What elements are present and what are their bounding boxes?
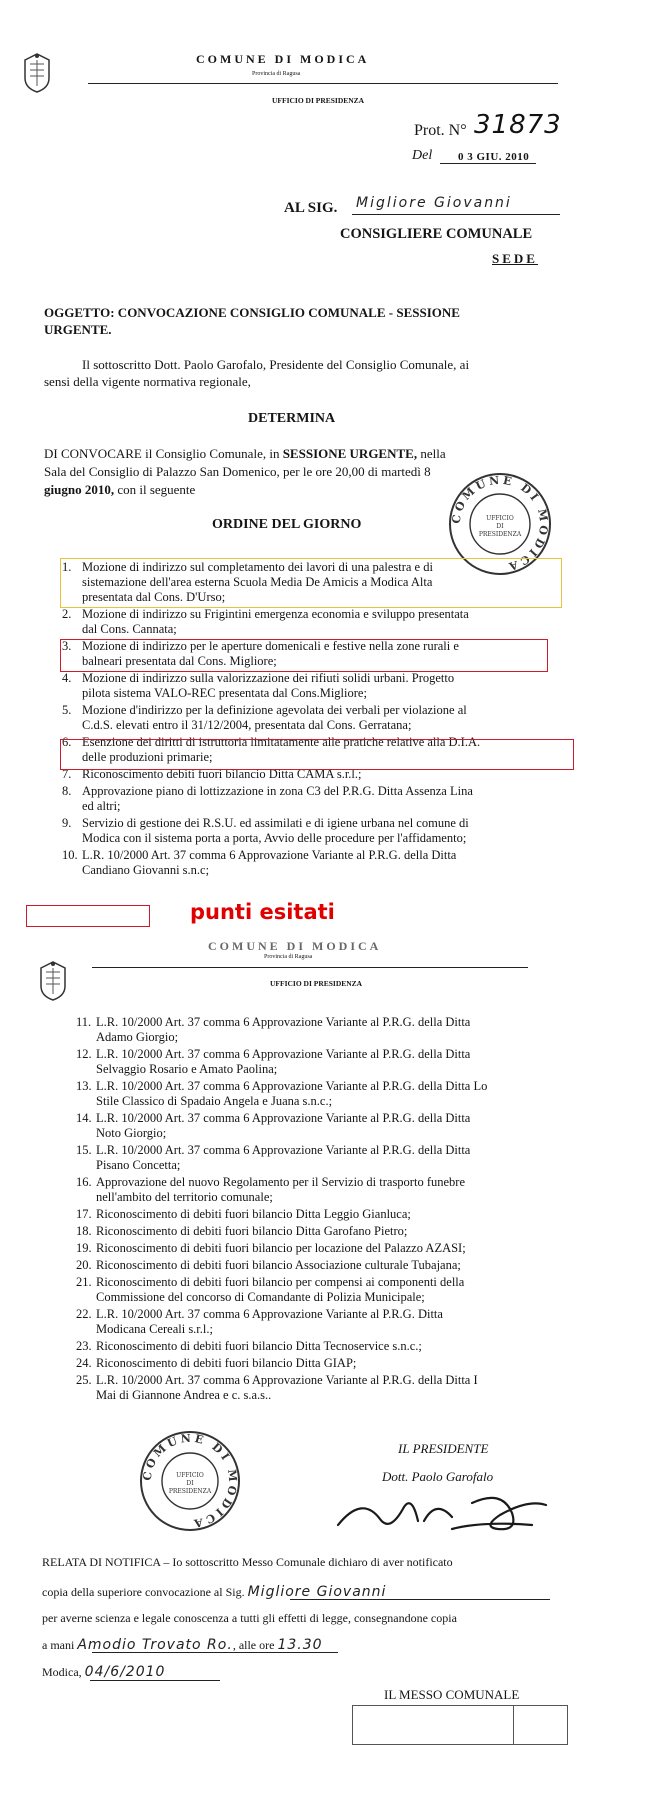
agenda-item-number: 22. bbox=[76, 1307, 92, 1321]
agenda-title: ORDINE DEL GIORNO bbox=[212, 517, 362, 532]
header-office: UFFICIO DI PRESIDENZA bbox=[272, 96, 365, 105]
agenda-item bbox=[76, 1143, 470, 1173]
agenda-item bbox=[76, 1241, 466, 1256]
agenda-item-text: L.R. 10/2000 Art. 37 comma 6 Approvazione Variante al P.R.G. della Ditta bbox=[82, 848, 457, 862]
subject-line-1: OGGETTO: CONVOCAZIONE CONSIGLIO COMUNALE - SESSIONE bbox=[44, 305, 460, 320]
protocol-date-label: Del bbox=[412, 148, 433, 163]
protocol-date-rule bbox=[440, 163, 536, 164]
agenda-item-text: L.R. 10/2000 Art. 37 comma 6 Approvazione Variante al P.R.G. della Ditta bbox=[96, 1015, 471, 1029]
addressee-label: AL SIG. bbox=[284, 200, 338, 216]
protocol-label: Prot. N° bbox=[414, 122, 467, 139]
highlight-box-item-1 bbox=[60, 558, 562, 608]
agenda-item-text-continued: sistemazione dell'area esterna Scuola Media De Amicis a Modica Alta bbox=[82, 575, 433, 589]
agenda-item-number: 14. bbox=[76, 1111, 92, 1125]
header-title-2: COMUNE DI MODICA bbox=[208, 939, 382, 953]
intro-line-1: Il sottoscritto Dott. Paolo Garofalo, Presidente del Consiglio Comunale, ai bbox=[82, 357, 470, 372]
agenda-item-text-continued: balneari presentata dal Cons. Migliore; bbox=[82, 654, 277, 668]
highlight-box-item-3 bbox=[60, 639, 548, 672]
agenda-item-text-continued: nell'ambito del territorio comunale; bbox=[96, 1190, 273, 1204]
agenda-item bbox=[62, 703, 467, 733]
agenda-item-text-continued: Mai di Giannone Andrea e c. s.a.s.. bbox=[96, 1388, 272, 1402]
agenda-item-text-continued: C.d.S. elevati entro il 31/12/2004, presentata dal Cons. Gerratana; bbox=[82, 718, 412, 732]
signature-name: Dott. Paolo Garofalo bbox=[382, 1469, 494, 1484]
agenda-item-number: 4. bbox=[62, 671, 72, 685]
agenda-item bbox=[76, 1111, 470, 1141]
agenda-item-number: 25. bbox=[76, 1373, 92, 1387]
agenda-item-text: L.R. 10/2000 Art. 37 comma 6 Approvazione Variante al P.R.G. della Ditta Lo bbox=[96, 1079, 488, 1093]
agenda-item bbox=[62, 784, 473, 814]
agenda-item-text: Mozione di indirizzo sulla valorizzazione dei rifiuti solidi urbani. Progetto bbox=[82, 671, 455, 685]
convoca-line-1: DI CONVOCARE il Consiglio Comunale, in SESSIONE URGENTE, nella bbox=[44, 446, 446, 461]
agenda-item bbox=[76, 1275, 464, 1305]
header-rule-2 bbox=[92, 967, 528, 968]
agenda-item bbox=[62, 816, 469, 846]
agenda-item-text: L.R. 10/2000 Art. 37 comma 6 Approvazione Variante al P.R.G. della Ditta bbox=[96, 1047, 471, 1061]
handwritten-signature bbox=[332, 1485, 562, 1541]
agenda-item-text: Riconoscimento di debiti fuori bilancio Ditta Leggio Gianluca; bbox=[96, 1207, 411, 1221]
agenda-item bbox=[76, 1258, 461, 1273]
legend-caption: punti esitati bbox=[190, 900, 335, 924]
agenda-item-text: Riconoscimento di debiti fuori bilancio Ditta Garofano Pietro; bbox=[96, 1224, 408, 1238]
agenda-item bbox=[76, 1373, 478, 1403]
convoca-line-2: Sala del Consiglio di Palazzo San Domenico, per le ore 20,00 di martedì 8 bbox=[44, 464, 431, 479]
relata-line-1: RELATA DI NOTIFICA – Io sottoscritto Messo Comunale dichiaro di aver notificato bbox=[42, 1555, 453, 1569]
header-province: Provincia di Ragusa bbox=[252, 71, 301, 77]
relata-recipient-handwritten: Migliore Giovanni bbox=[247, 1584, 387, 1600]
agenda-item-text: Approvazione del nuovo Regolamento per il Servizio di trasporto funebre bbox=[96, 1175, 465, 1189]
agenda-item-number: 6. bbox=[62, 735, 72, 749]
agenda-item-text-continued: pilota sistema VALO-REC presentata dal Cons.Migliore; bbox=[82, 686, 367, 700]
agenda-item-number: 20. bbox=[76, 1258, 92, 1272]
agenda-item bbox=[76, 1015, 470, 1045]
agenda-item-number: 2. bbox=[62, 607, 72, 621]
determina-heading: DETERMINA bbox=[248, 411, 336, 426]
agenda-item-number: 7. bbox=[62, 767, 72, 781]
messo-signature-box-divider bbox=[513, 1705, 514, 1745]
header-title: COMUNE DI MODICA bbox=[196, 52, 370, 66]
agenda-item-number: 21. bbox=[76, 1275, 92, 1289]
agenda-item-text: Servizio di gestione dei R.S.U. ed assimilati e di igiene urbana nel comune di bbox=[82, 816, 469, 830]
stamp-ring-text: COMUNE DI MODICA bbox=[449, 473, 551, 574]
protocol-date-value: 0 3 GIU. 2010 bbox=[458, 151, 530, 163]
agenda-item-text-continued: Modicana Cereali s.r.l.; bbox=[96, 1322, 213, 1336]
subject-line-2: URGENTE. bbox=[44, 322, 112, 337]
agenda-item-text: Riconoscimento di debiti fuori bilancio Ditta GIAP; bbox=[96, 1356, 357, 1370]
addressee-rule bbox=[352, 214, 560, 215]
relata-time-handwritten: 13.30 bbox=[277, 1637, 323, 1653]
agenda-item-number: 11. bbox=[76, 1015, 92, 1029]
agenda-item bbox=[62, 848, 456, 878]
svg-text:DI: DI bbox=[496, 523, 504, 530]
agenda-item-text: L.R. 10/2000 Art. 37 comma 6 Approvazione Variante al P.R.G. Ditta bbox=[96, 1307, 443, 1321]
agenda-item-number: 1. bbox=[62, 560, 72, 574]
agenda-item bbox=[76, 1207, 411, 1222]
agenda-item-number: 18. bbox=[76, 1224, 92, 1238]
agenda-item bbox=[62, 671, 454, 701]
addressee-role: CONSIGLIERE COMUNALE bbox=[340, 226, 533, 242]
agenda-item bbox=[62, 607, 469, 637]
agenda-item-number: 8. bbox=[62, 784, 72, 798]
messo-signature-box bbox=[352, 1705, 568, 1745]
highlight-box-item-6 bbox=[60, 739, 574, 770]
agenda-item bbox=[76, 1307, 443, 1337]
agenda-item-number: 17. bbox=[76, 1207, 92, 1221]
agenda-item bbox=[76, 1224, 407, 1239]
agenda-item-number: 23. bbox=[76, 1339, 92, 1353]
agenda-item-text: L.R. 10/2000 Art. 37 comma 6 Approvazione Variante al P.R.G. della Ditta I bbox=[96, 1373, 478, 1387]
relata-line-5: Modica, 04/6/2010 bbox=[42, 1664, 166, 1680]
agenda-item bbox=[76, 1047, 470, 1077]
agenda-item-text-continued: Noto Giorgio; bbox=[96, 1126, 167, 1140]
agenda-item-text: Mozione d'indirizzo per la definizione agevolata dei verbali per violazione al bbox=[82, 703, 467, 717]
agenda-item-text: Riconoscimento di debiti fuori bilancio per locazione del Palazzo AZASI; bbox=[96, 1241, 466, 1255]
header-office-2: UFFICIO DI PRESIDENZA bbox=[270, 979, 363, 988]
agenda-item-number: 13. bbox=[76, 1079, 92, 1093]
relata-date-handwritten: 04/6/2010 bbox=[84, 1664, 166, 1680]
agenda-item-number: 3. bbox=[62, 639, 72, 653]
agenda-item-text-continued: Candiano Giovanni s.n.c; bbox=[82, 863, 210, 877]
svg-text:PRESIDENZA: PRESIDENZA bbox=[478, 531, 522, 538]
agenda-item-number: 16. bbox=[76, 1175, 92, 1189]
protocol-number: 31873 bbox=[474, 110, 562, 140]
signature-title: IL PRESIDENTE bbox=[398, 1441, 489, 1456]
stamp-ring-text-2: COMUNE DI MODICA bbox=[140, 1431, 240, 1531]
agenda-item-text: Mozione di indirizzo su Frigintini emergenza economia e sviluppo presentata bbox=[82, 607, 469, 621]
svg-text:UFFICIO: UFFICIO bbox=[486, 515, 514, 522]
relata-rule-2 bbox=[290, 1599, 550, 1600]
agenda-item bbox=[76, 1356, 356, 1371]
agenda-item-text: Riconoscimento di debiti fuori bilancio per compensi ai componenti della bbox=[96, 1275, 465, 1289]
agenda-item-text-continued: Adamo Giorgio; bbox=[96, 1030, 179, 1044]
agenda-item-number: 9. bbox=[62, 816, 72, 830]
relata-line-4: a mani Amodio Trovato Ro., alle ore 13.30 bbox=[42, 1637, 323, 1653]
municipal-crest-icon bbox=[22, 52, 52, 94]
agenda-item-number: 10. bbox=[62, 848, 78, 862]
agenda-item-text: Approvazione piano di lottizzazione in zona C3 del P.R.G. Ditta Assenza Lina bbox=[82, 784, 473, 798]
municipal-crest-icon-2 bbox=[38, 960, 68, 1002]
header-province-2: Provincia di Ragusa bbox=[264, 954, 313, 960]
agenda-item-text-continued: Pisano Concetta; bbox=[96, 1158, 181, 1172]
svg-text:PRESIDENZA: PRESIDENZA bbox=[168, 1488, 212, 1495]
addressee-name: Migliore Giovanni bbox=[356, 195, 512, 211]
agenda-item-text: Mozione di indirizzo sul completamento dei lavori di una palestra e di bbox=[82, 560, 433, 574]
agenda-item-text-continued: delle produzioni primarie; bbox=[82, 750, 213, 764]
agenda-item-text: Riconoscimento di debiti fuori bilancio Associazione culturale Tubajana; bbox=[96, 1258, 461, 1272]
relata-rule-4 bbox=[92, 1652, 338, 1653]
svg-text:UFFICIO: UFFICIO bbox=[176, 1472, 204, 1479]
relata-line-3: per averne scienza e legale conoscenza a tutti gli effetti di legge, consegnandone copia bbox=[42, 1611, 457, 1625]
agenda-item-text-continued: dal Cons. Cannata; bbox=[82, 622, 177, 636]
agenda-item-number: 12. bbox=[76, 1047, 92, 1061]
agenda-item-text: Esenzione dei diritti di istruttoria limitatamente alle pratiche relative alla D.I.A. bbox=[82, 735, 481, 749]
header-rule bbox=[88, 83, 558, 84]
agenda-item-text: Riconoscimento debiti fuori bilancio Ditta CAMA s.r.l.; bbox=[82, 767, 362, 781]
relata-line-2: copia della superiore convocazione al Sig. Migliore Giovanni bbox=[42, 1584, 387, 1600]
comune-stamp-icon bbox=[138, 1429, 242, 1533]
agenda-item bbox=[76, 1175, 465, 1205]
legend-swatch bbox=[26, 905, 150, 927]
agenda-item-text-continued: ed altri; bbox=[82, 799, 121, 813]
agenda-item-number: 19. bbox=[76, 1241, 92, 1255]
agenda-item bbox=[76, 1079, 487, 1109]
messo-comunale-label: IL MESSO COMUNALE bbox=[384, 1687, 520, 1702]
agenda-item-text-continued: Stile Classico di Spadaio Angela e Juana s.n.c.; bbox=[96, 1094, 333, 1108]
agenda-item-text-continued: Selvaggio Rosario e Amato Paolina; bbox=[96, 1062, 278, 1076]
document-page-2 bbox=[0, 939, 646, 1818]
agenda-item-text: Mozione di indirizzo per le aperture domenicali e festive nella zone rurali e bbox=[82, 639, 459, 653]
agenda-item-number: 24. bbox=[76, 1356, 92, 1370]
agenda-item-number: 5. bbox=[62, 703, 72, 717]
agenda-item-text-continued: Modica con il sistema porta a porta, Avvio delle procedure per l'affidamento; bbox=[82, 831, 467, 845]
agenda-item-text-continued: Commissione del concorso di Comandante di Polizia Municipale; bbox=[96, 1290, 425, 1304]
agenda-item-text: L.R. 10/2000 Art. 37 comma 6 Approvazione Variante al P.R.G. della Ditta bbox=[96, 1111, 471, 1125]
agenda-item-number: 15. bbox=[76, 1143, 92, 1157]
agenda-item-text-continued: presentata dal Cons. D'Urso; bbox=[82, 590, 226, 604]
svg-text:DI: DI bbox=[186, 1480, 194, 1487]
agenda-item-text: Riconoscimento di debiti fuori bilancio Ditta Tecnoservice s.n.c.; bbox=[96, 1339, 422, 1353]
relata-rule-5 bbox=[90, 1680, 220, 1681]
intro-line-2: sensi della vigente normativa regionale, bbox=[44, 374, 251, 389]
relata-delivered-to-handwritten: Amodio Trovato Ro. bbox=[77, 1637, 233, 1653]
addressee-place: SEDE bbox=[492, 251, 538, 266]
agenda-item bbox=[76, 1339, 422, 1354]
agenda-item-text: L.R. 10/2000 Art. 37 comma 6 Approvazione Variante al P.R.G. della Ditta bbox=[96, 1143, 471, 1157]
convoca-line-3: giugno 2010, con il seguente bbox=[44, 482, 196, 497]
